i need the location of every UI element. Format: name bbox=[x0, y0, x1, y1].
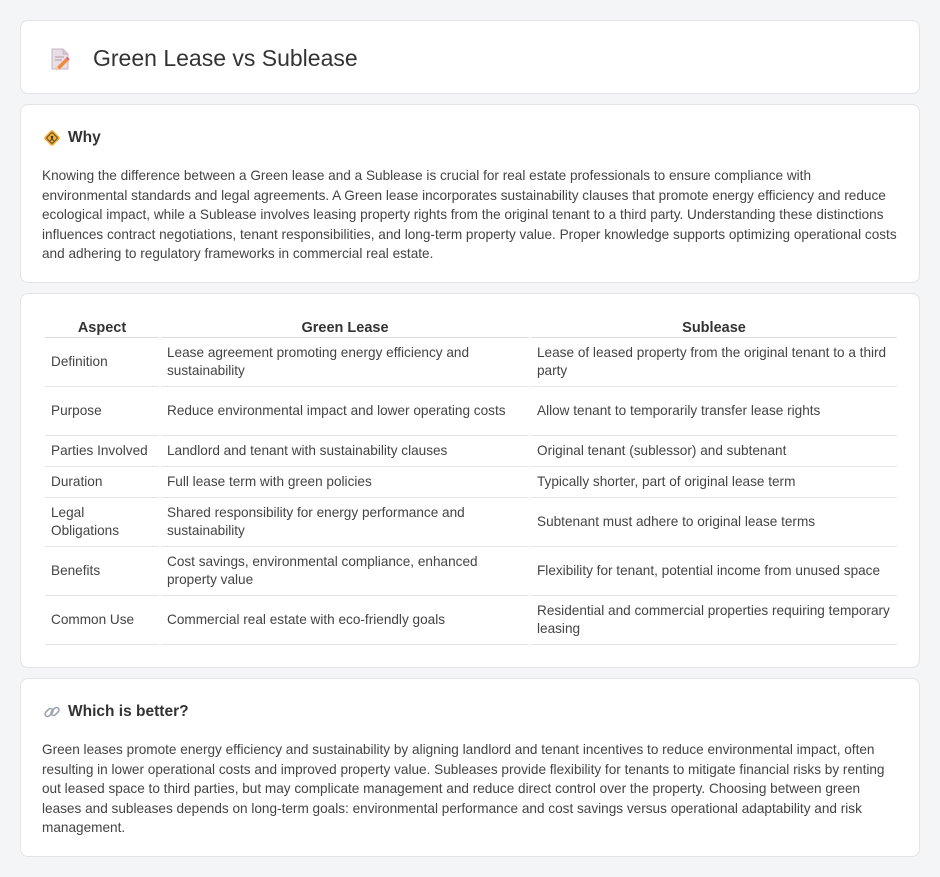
header-card bbox=[20, 20, 920, 94]
table-row bbox=[45, 498, 897, 547]
which-is-better-section bbox=[20, 678, 920, 857]
table-row bbox=[45, 596, 897, 645]
table-cell-sublease: Allow tenant to temporarily transfer lease rights bbox=[531, 387, 897, 436]
better-body: Green leases promote energy efficiency and sustainability by aligning landlord and tenant incentives to reduce environmental impact, often resulting in lower operational costs and improved property value. Subleases provide flexibility for tenants to mitigate financial risks by renting out leased space to third parties, but may complicate management and reduce direct control over the property. Choosing between green leases and subleases depends on long-term goals: environmental performance and cost savings versus operational adaptability and risk management. bbox=[42, 742, 885, 836]
table-header-row bbox=[45, 314, 897, 338]
table-cell-green-lease: Cost savings, environmental compliance, enhanced property value bbox=[161, 547, 529, 596]
table-cell-green-lease: Lease agreement promoting energy efficiency and sustainability bbox=[161, 338, 529, 387]
table-cell-aspect: Legal Obligations bbox=[45, 498, 159, 547]
table-row bbox=[45, 547, 897, 596]
title-row bbox=[47, 45, 358, 72]
table-cell-sublease: Original tenant (sublessor) and subtenant bbox=[531, 436, 897, 467]
better-title: Which is better? bbox=[68, 703, 189, 720]
comparison-section bbox=[20, 293, 920, 668]
table-cell-green-lease: Landlord and tenant with sustainability clauses bbox=[161, 436, 529, 467]
table-cell-sublease: Lease of leased property from the original tenant to a third party bbox=[531, 338, 897, 387]
table-cell-green-lease: Full lease term with green policies bbox=[161, 467, 529, 498]
table-row bbox=[45, 387, 897, 436]
better-heading bbox=[43, 703, 189, 721]
comparison-table bbox=[43, 314, 899, 645]
column-header-sublease: Sublease bbox=[531, 314, 897, 338]
column-header-aspect: Aspect bbox=[45, 314, 159, 338]
document-pencil-icon bbox=[47, 46, 73, 72]
table-cell-aspect: Definition bbox=[45, 338, 159, 387]
why-heading bbox=[43, 129, 101, 147]
table-cell-sublease: Subtenant must adhere to original lease terms bbox=[531, 498, 897, 547]
table-cell-green-lease: Commercial real estate with eco-friendly goals bbox=[161, 596, 529, 645]
why-section bbox=[20, 104, 920, 283]
diamond-sign-icon bbox=[43, 129, 61, 147]
table-cell-aspect: Common Use bbox=[45, 596, 159, 645]
page-title: Green Lease vs Sublease bbox=[93, 45, 358, 71]
table-row bbox=[45, 436, 897, 467]
table-cell-green-lease: Shared responsibility for energy performance and sustainability bbox=[161, 498, 529, 547]
why-title: Why bbox=[68, 129, 101, 146]
table-cell-aspect: Benefits bbox=[45, 547, 159, 596]
table-cell-green-lease: Reduce environmental impact and lower operating costs bbox=[161, 387, 529, 436]
column-header-green-lease: Green Lease bbox=[161, 314, 529, 338]
table-cell-aspect: Duration bbox=[45, 467, 159, 498]
table-cell-sublease: Residential and commercial properties requiring temporary leasing bbox=[531, 596, 897, 645]
table-cell-sublease: Flexibility for tenant, potential income from unused space bbox=[531, 547, 897, 596]
table-cell-sublease: Typically shorter, part of original lease term bbox=[531, 467, 897, 498]
table-cell-aspect: Purpose bbox=[45, 387, 159, 436]
why-body: Knowing the difference between a Green lease and a Sublease is crucial for real estate professionals to ensure compliance with environmental standards and legal agreements. A Green lease incorporates sustainability clauses that promote energy efficiency and reduce ecological impact, while a Sublease involves leasing property rights from the original tenant to a third party. Understanding these distinctions influences contract negotiations, tenant responsibilities, and long-term property value. Proper knowledge supports optimizing operational costs and adhering to regulatory frameworks in commercial real estate. bbox=[42, 168, 897, 262]
table-row bbox=[45, 467, 897, 498]
link-icon bbox=[43, 703, 61, 721]
table-row bbox=[45, 338, 897, 387]
table-cell-aspect: Parties Involved bbox=[45, 436, 159, 467]
